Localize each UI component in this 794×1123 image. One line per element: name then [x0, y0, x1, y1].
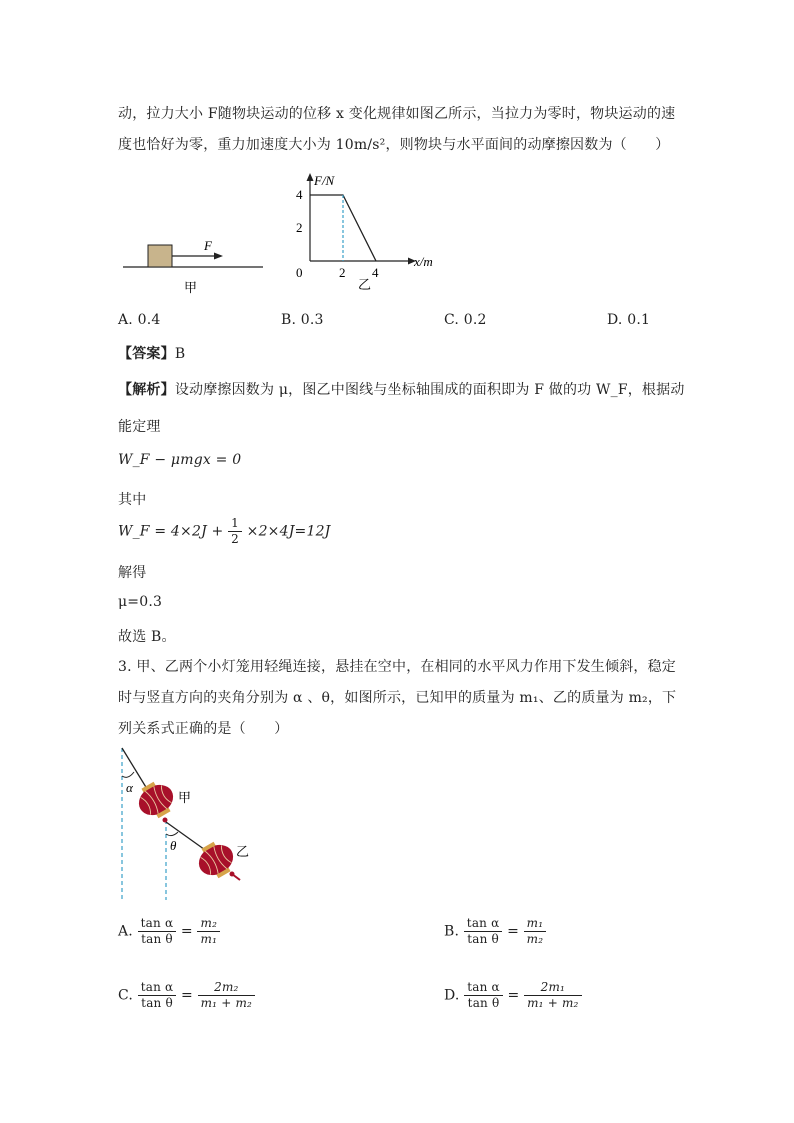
figure-jia — [118, 230, 268, 300]
figure-lanterns — [110, 742, 260, 904]
x-axis-label: x/m — [414, 254, 433, 269]
q2-line1: 动，拉力大小 F随物块运动的位移 x 变化规律如图乙所示，当拉力为零时，物块运动的速 — [118, 106, 676, 122]
conclusion: 故选 B。 — [118, 629, 176, 645]
alpha-label: α — [126, 780, 133, 795]
analysis-line1: 【解析】设动摩擦因数为 μ，图乙中图线与坐标轴围成的面积即为 F 做的功 W_F，根据动 — [118, 382, 685, 398]
caption-yi: 乙 — [358, 277, 372, 292]
force-arrow-head — [214, 253, 223, 260]
answer: 【答案】B — [118, 346, 186, 362]
q2-option-b: B. 0.3 — [281, 312, 324, 328]
block — [148, 245, 172, 267]
knot-1 — [163, 818, 168, 823]
x-tick-label: 2 — [339, 265, 346, 280]
q3-line3: 列关系式正确的是（ ） — [118, 721, 289, 737]
y-axis-label: F/N — [314, 173, 335, 188]
q3-option-c: C. $\frac{\text{tan α}}{\text{tan θ}}$ = $\frac{\text{2m₂}}{\text{m₁ + m₂}}$ — [118, 980, 255, 1011]
y-tick-label: 4 — [296, 187, 303, 202]
lantern-yi-label: 乙 — [236, 844, 250, 859]
q2-option-d: D. 0.1 — [607, 312, 651, 328]
force-label: F — [204, 238, 212, 253]
solve-label: 解得 — [118, 565, 147, 581]
q3-option-d: D. $\frac{\text{tan α}}{\text{tan θ}}$ = $\frac{\text{2m₁}}{\text{m₁ + m₂}}$ — [444, 980, 582, 1011]
q2-line2: 度也恰好为零，重力加速度大小为 10m/s²，则物块与水平面间的动摩擦因数为（ ） — [118, 137, 670, 153]
alpha-arc — [122, 772, 134, 777]
figure-yi-chart — [290, 163, 433, 293]
caption-jia: 甲 — [184, 280, 198, 295]
theta-label: θ — [170, 838, 177, 853]
q3-option-a: A. $\frac{\text{tan α}}{\text{tan θ}}$ = $\frac{\text{m₂}}{\text{m₁}}$ — [118, 916, 220, 947]
y-axis-arrow — [307, 173, 314, 181]
where-label: 其中 — [118, 492, 147, 508]
q3-line1: 3. 甲、乙两个小灯笼用轻绳连接，悬挂在空中，在相同的水平风力作用下发生倾斜，稳定 — [118, 659, 677, 675]
q2-option-a: A. 0.4 — [118, 312, 161, 328]
tassel — [232, 874, 240, 880]
equation-1: W_F − μmgx = 0 — [118, 452, 242, 468]
x-tick-label: 0 — [296, 265, 303, 280]
lantern-yi — [192, 836, 240, 883]
q2-option-c: C. 0.2 — [444, 312, 487, 328]
q3-line2: 时与竖直方向的夹角分别为 α 、θ，如图所示，已知甲的质量为 m₁、乙的质量为 m₂，下 — [118, 690, 677, 706]
lantern-jia-label: 甲 — [178, 790, 192, 805]
analysis-line2: 能定理 — [118, 419, 161, 435]
y-tick-label: 2 — [296, 220, 303, 235]
result: μ=0.3 — [118, 594, 163, 610]
x-tick-label: 4 — [372, 265, 379, 280]
theta-arc — [166, 832, 178, 836]
lantern-jia — [132, 776, 180, 823]
q3-option-b: B. $\frac{\text{tan α}}{\text{tan θ}}$ = $\frac{\text{m₁}}{\text{m₂}}$ — [444, 916, 546, 947]
equation-2: W_F = 4×2J + $\frac{1}{2}$ ×2×4J=12J — [118, 516, 331, 546]
